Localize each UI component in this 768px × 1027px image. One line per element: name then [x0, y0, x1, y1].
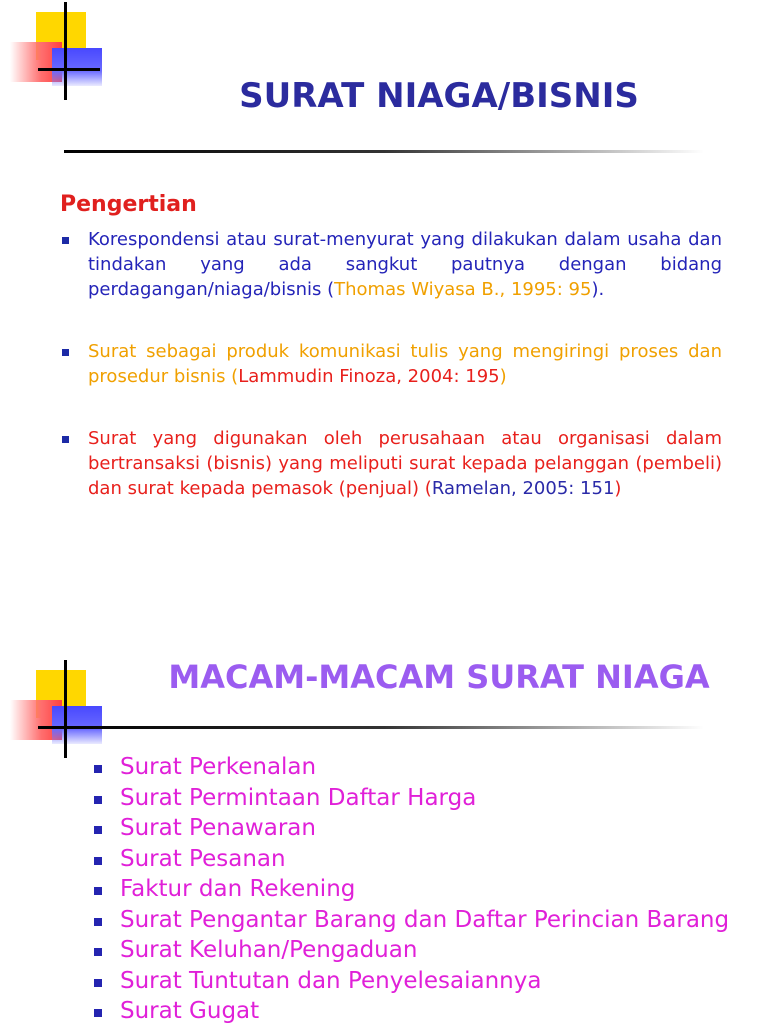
definition-text: Surat sebagai produk komunikasi tulis yang mengiringi proses dan prosedur bisnis [88, 341, 722, 387]
square-bullet-icon [94, 857, 102, 865]
definition-item: Surat sebagai produk komunikasi tulis yang mengiringi proses dan prosedur bisnis (Lammudin Finoza, 2004: 195) [60, 339, 722, 389]
blue-square [52, 706, 102, 744]
horizontal-line [38, 68, 100, 71]
title-underline [64, 150, 704, 153]
list-item: Surat Tuntutan dan Penyelesaiannya [92, 966, 729, 997]
slide-macam-surat-niaga [0, 620, 768, 1024]
square-bullet-icon [62, 436, 69, 443]
square-bullet-icon [94, 826, 102, 834]
square-bullet-icon [62, 237, 69, 244]
square-bullet-icon [94, 796, 102, 804]
list-item: Faktur dan Rekening [92, 874, 729, 905]
definition-item: Korespondensi atau surat-menyurat yang dilakukan dalam usaha dan tindakan yang ada sangkut pautnya dengan bidang perdagangan/niaga/bisnis (Thomas Wiyasa B., 1995: 95). [60, 227, 722, 302]
blue-square [52, 48, 102, 86]
list-item: Surat Pesanan [92, 844, 729, 875]
list-item: Surat Gugat [92, 996, 729, 1027]
definition-source: Lammudin Finoza, 2004: 195 [238, 366, 500, 387]
square-bullet-icon [94, 887, 102, 895]
square-bullet-icon [94, 979, 102, 987]
square-bullet-icon [62, 349, 69, 356]
corner-logo-decoration [0, 658, 110, 758]
square-bullet-icon [94, 918, 102, 926]
section-heading: Pengertian [60, 192, 197, 217]
square-bullet-icon [94, 1009, 102, 1017]
definition-source: Thomas Wiyasa B., 1995: 95 [334, 279, 592, 300]
definition-item: Surat yang digunakan oleh perusahaan atau organisasi dalam bertransaksi (bisnis) yang meliputi surat kepada pelanggan (pembeli) dan surat kepada pemasok (penjual) (Ramelan, 2005: 151) [60, 426, 722, 501]
corner-logo-decoration [0, 0, 110, 100]
list-item: Surat Permintaan Daftar Harga [92, 783, 729, 814]
list-item: Surat Penawaran [92, 813, 729, 844]
definition-source: Ramelan, 2005: 151 [431, 478, 615, 499]
definition-text: Surat yang digunakan oleh perusahaan atau organisasi dalam bertransaksi (bisnis) yang meliputi surat kepada pelanggan (pembeli) dan surat kepada pemasok (penjual) [88, 428, 722, 499]
square-bullet-icon [94, 948, 102, 956]
definition-text: Korespondensi atau surat-menyurat yang dilakukan dalam usaha dan tindakan yang ada sangkut pautnya dengan bidang perdagangan/niaga/bisnis [88, 229, 722, 300]
vertical-line [64, 660, 67, 758]
definition-list [60, 227, 722, 501]
list-item: Surat Perkenalan [92, 752, 729, 783]
title-underline [64, 726, 704, 729]
letter-types-list [92, 752, 729, 1027]
square-bullet-icon [94, 765, 102, 773]
slide-title: MACAM-MACAM SURAT NIAGA [168, 658, 710, 696]
slide-title: SURAT NIAGA/BISNIS [239, 76, 639, 116]
list-item: Surat Keluhan/Pengaduan [92, 935, 729, 966]
vertical-line [64, 2, 67, 100]
list-item: Surat Pengantar Barang dan Daftar Perincian Barang [92, 905, 729, 936]
